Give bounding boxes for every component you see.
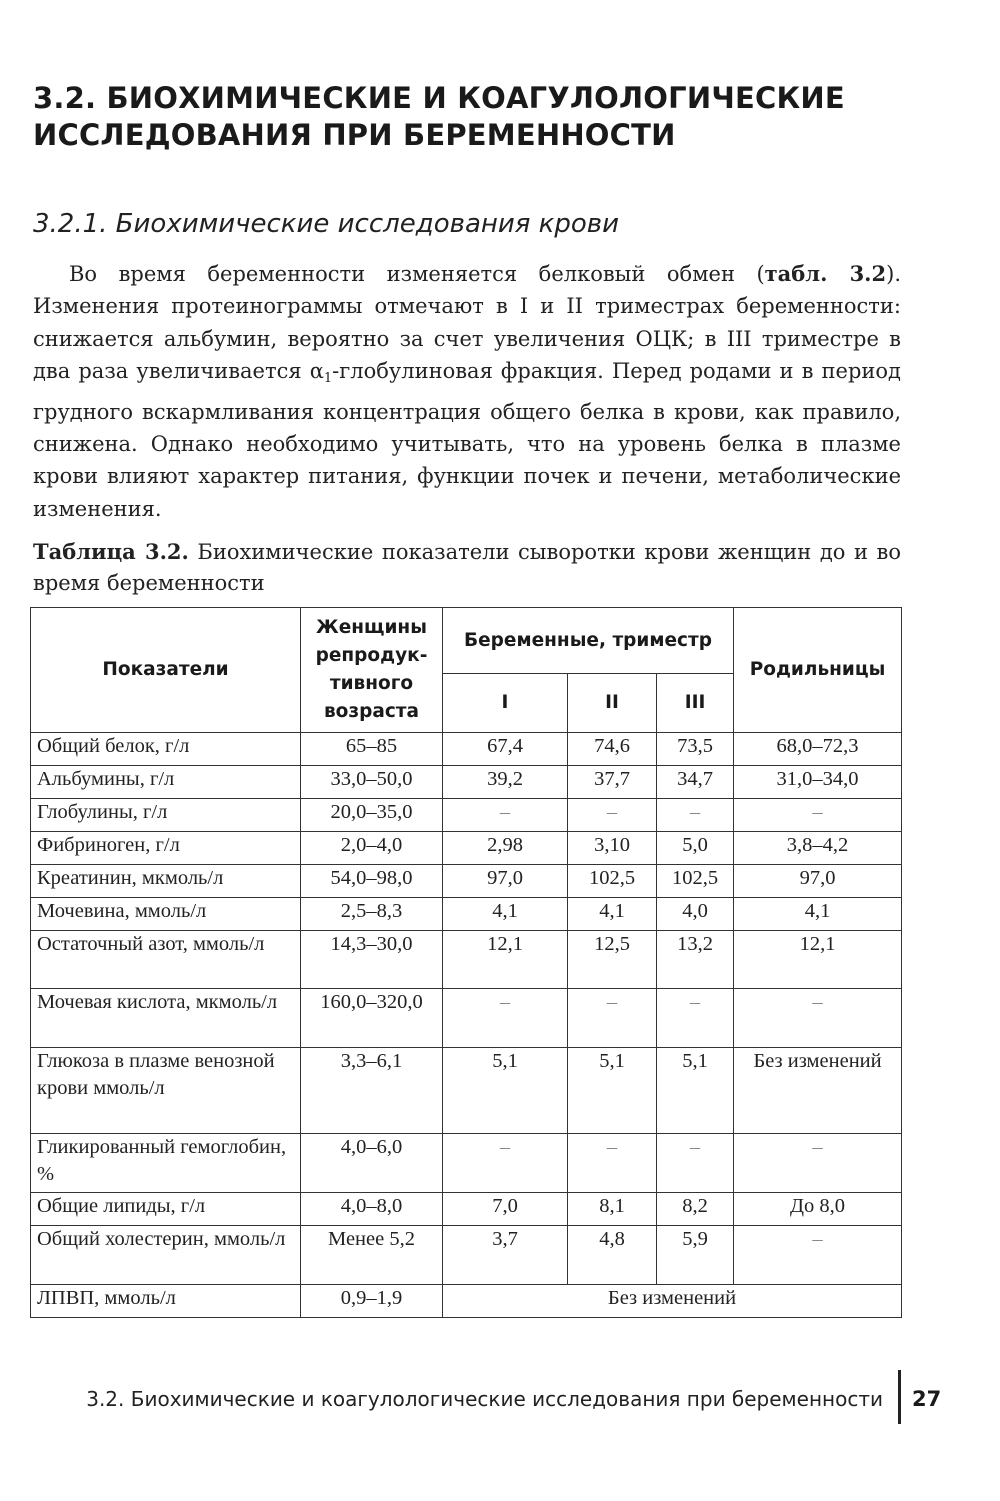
cell-postpartum: 12,1: [734, 931, 902, 989]
cell-trimester-2: –: [568, 1134, 657, 1193]
biochemistry-table: [30, 607, 902, 1318]
table-row: [31, 898, 902, 931]
cell-reproductive: 4,0–6,0: [301, 1134, 443, 1193]
table-row: [31, 1048, 902, 1134]
footer-divider: [898, 1370, 901, 1424]
cell-parameter: Глюкоза в плазме венозной крови ммоль/л: [31, 1048, 301, 1134]
cell-postpartum: 3,8–4,2: [734, 832, 902, 865]
cell-reproductive: 14,3–30,0: [301, 931, 443, 989]
cell-parameter: Мочевина, ммоль/л: [31, 898, 301, 931]
cell-postpartum: –: [734, 989, 902, 1048]
cell-trimester-1: 3,7: [443, 1226, 568, 1285]
cell-trimester-1: 4,1: [443, 898, 568, 931]
table-row: [31, 1134, 902, 1193]
table-row: [31, 931, 902, 989]
cell-trimester-1: 2,98: [443, 832, 568, 865]
table-caption-text: Биохимические показатели сыворотки крови женщин до и во время беременности: [33, 540, 901, 595]
cell-parameter: Альбумины, г/л: [31, 766, 301, 799]
cell-reproductive: 2,5–8,3: [301, 898, 443, 931]
cell-parameter: Общий холестерин, ммоль/л: [31, 1226, 301, 1285]
cell-trimester-3: –: [657, 799, 734, 832]
header-postpartum: Родильницы: [734, 608, 902, 733]
paragraph-text-2: ). Изменения протеинограммы отмечают в I и II триместрах беременности: снижается альбумин, вероятно за счет увеличения ОЦК; в III триместре в два раза увеличивается α: [33, 262, 901, 384]
cell-reproductive: 0,9–1,9: [301, 1285, 443, 1318]
header-trimester-3: III: [657, 674, 734, 733]
cell-reproductive: 2,0–4,0: [301, 832, 443, 865]
table-row: [31, 1226, 902, 1285]
table-row: [31, 1193, 902, 1226]
cell-parameter: Креатинин, мкмоль/л: [31, 865, 301, 898]
cell-trimester-1: 7,0: [443, 1193, 568, 1226]
cell-postpartum: 4,1: [734, 898, 902, 931]
paragraph-text-1: Во время беременности изменяется белковый обмен (: [69, 262, 765, 286]
cell-reproductive: 4,0–8,0: [301, 1193, 443, 1226]
cell-trimester-2: 4,1: [568, 898, 657, 931]
header-trimester-1: I: [443, 674, 568, 733]
cell-trimester-1: 97,0: [443, 865, 568, 898]
cell-trimester-1: –: [443, 799, 568, 832]
cell-trimester-1: 39,2: [443, 766, 568, 799]
cell-trimester-1: 12,1: [443, 931, 568, 989]
cell-parameter: Глобулины, г/л: [31, 799, 301, 832]
page-number: 27: [912, 1387, 942, 1411]
cell-trimester-2: 37,7: [568, 766, 657, 799]
cell-reproductive: 3,3–6,1: [301, 1048, 443, 1134]
cell-parameter: Общий белок, г/л: [31, 733, 301, 766]
cell-trimester-2: 8,1: [568, 1193, 657, 1226]
cell-trimester-2: –: [568, 799, 657, 832]
table-body: [31, 733, 902, 1285]
cell-reproductive: Менее 5,2: [301, 1226, 443, 1285]
cell-parameter: Общие липиды, г/л: [31, 1193, 301, 1226]
cell-trimester-2: 102,5: [568, 865, 657, 898]
cell-trimester-3: 13,2: [657, 931, 734, 989]
cell-postpartum: Без изменений: [734, 1048, 902, 1134]
cell-postpartum: 97,0: [734, 865, 902, 898]
cell-postpartum: 68,0–72,3: [734, 733, 902, 766]
cell-trimester-1: 5,1: [443, 1048, 568, 1134]
table-row: [31, 1285, 902, 1318]
header-pregnant-trimester: Беременные, триместр: [443, 608, 734, 674]
table-row: [31, 989, 902, 1048]
cell-trimester-2: 5,1: [568, 1048, 657, 1134]
cell-postpartum: –: [734, 1226, 902, 1285]
table-row: [31, 865, 902, 898]
table-row: [31, 733, 902, 766]
header-trimester-2: II: [568, 674, 657, 733]
paragraph-text-3: -глобулиновая фракция. Перед родами и в период грудного вскармливания концентрация общего белка в крови, как правило, снижена. Однако необходимо учитывать, что на уровень белка в плазме крови влияют характер питания, функции почек и печени, метаболические изменения.: [33, 359, 901, 521]
cell-trimester-3: –: [657, 1134, 734, 1193]
body-paragraph: [33, 258, 901, 525]
cell-trimester-3: 4,0: [657, 898, 734, 931]
table-reference: табл. 3.2: [764, 261, 887, 286]
cell-merged-no-change: Без изменений: [443, 1285, 902, 1318]
cell-postpartum: –: [734, 799, 902, 832]
header-parameter: Показатели: [31, 608, 301, 733]
cell-trimester-3: –: [657, 989, 734, 1048]
cell-trimester-3: 5,9: [657, 1226, 734, 1285]
cell-reproductive: 160,0–320,0: [301, 989, 443, 1048]
cell-trimester-1: –: [443, 989, 568, 1048]
header-reproductive-age: Женщины репродук-тивного возраста: [301, 608, 443, 733]
cell-reproductive: 20,0–35,0: [301, 799, 443, 832]
table-row: [31, 832, 902, 865]
cell-trimester-1: –: [443, 1134, 568, 1193]
cell-parameter: Мочевая кислота, мкмоль/л: [31, 989, 301, 1048]
cell-parameter: Остаточный азот, ммоль/л: [31, 931, 301, 989]
table-caption-label: Таблица 3.2.: [33, 539, 189, 564]
cell-reproductive: 54,0–98,0: [301, 865, 443, 898]
cell-postpartum: –: [734, 1134, 902, 1193]
section-title: 3.2. БИОХИМИЧЕСКИЕ И КОАГУЛОЛОГИЧЕСКИЕ ИССЛЕДОВАНИЯ ПРИ БЕРЕМЕННОСТИ: [33, 81, 845, 152]
table-row: [31, 766, 902, 799]
cell-reproductive: 33,0–50,0: [301, 766, 443, 799]
cell-trimester-3: 102,5: [657, 865, 734, 898]
cell-trimester-2: 4,8: [568, 1226, 657, 1285]
cell-trimester-3: 5,1: [657, 1048, 734, 1134]
cell-trimester-3: 8,2: [657, 1193, 734, 1226]
cell-reproductive: 65–85: [301, 733, 443, 766]
cell-trimester-3: 5,0: [657, 832, 734, 865]
cell-trimester-2: 12,5: [568, 931, 657, 989]
cell-parameter: Фибриноген, г/л: [31, 832, 301, 865]
running-footer: 3.2. Биохимические и коагулологические исследования при беременности: [86, 1387, 883, 1411]
cell-trimester-2: 74,6: [568, 733, 657, 766]
table-caption: [33, 536, 901, 599]
cell-parameter: ЛПВП, ммоль/л: [31, 1285, 301, 1318]
cell-trimester-2: –: [568, 989, 657, 1048]
cell-parameter: Гликированный гемоглобин, %: [31, 1134, 301, 1193]
table-row: [31, 799, 902, 832]
cell-postpartum: 31,0–34,0: [734, 766, 902, 799]
cell-trimester-1: 67,4: [443, 733, 568, 766]
cell-trimester-2: 3,10: [568, 832, 657, 865]
cell-trimester-3: 73,5: [657, 733, 734, 766]
cell-postpartum: До 8,0: [734, 1193, 902, 1226]
table-body-last: [31, 1285, 902, 1318]
subsection-title: 3.2.1. Биохимические исследования крови: [33, 209, 620, 239]
cell-trimester-3: 34,7: [657, 766, 734, 799]
alpha-subscript: 1: [323, 371, 333, 387]
